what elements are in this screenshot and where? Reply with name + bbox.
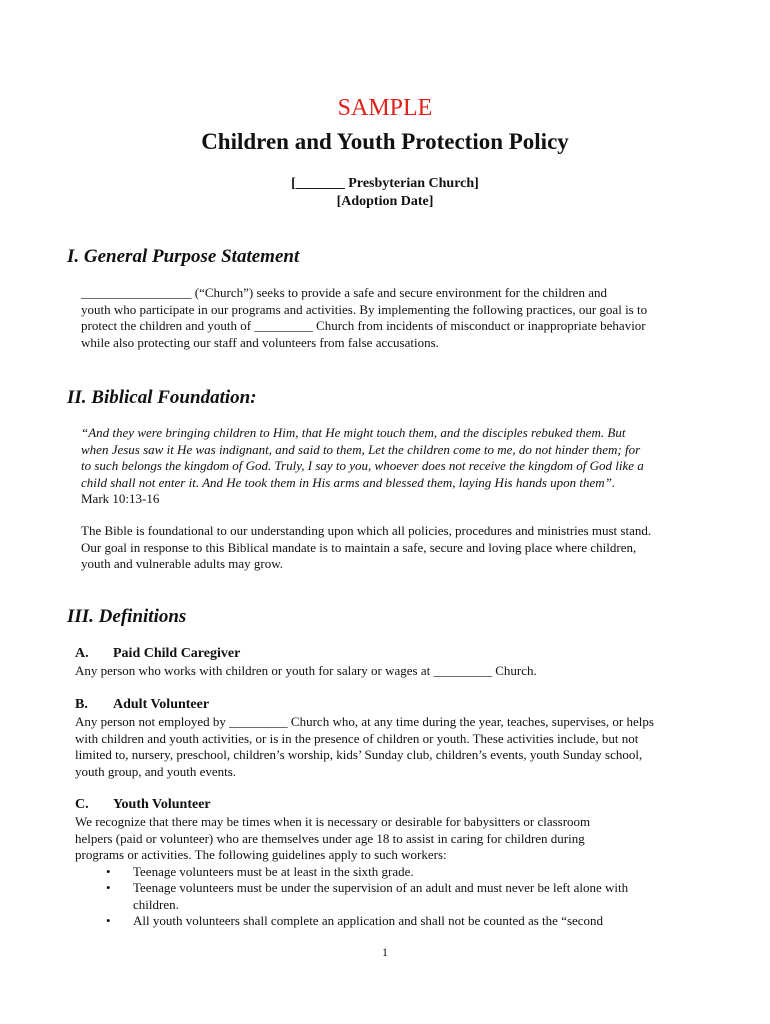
bullet-item xyxy=(133,864,693,881)
definition-title: Paid Child Caregiver xyxy=(113,646,241,661)
definition-title: Adult Volunteer xyxy=(113,697,210,712)
section-heading-general-purpose: I. General Purpose Statement xyxy=(67,246,300,267)
paragraph-line: We recognize that there may be times when it is necessary or desirable for babysitters or classroom xyxy=(75,814,591,829)
definition-letter: C. xyxy=(75,797,89,812)
definition-a-heading xyxy=(75,646,240,662)
general-purpose-paragraph xyxy=(81,285,691,351)
quote-line: child shall not enter it. And He took them in His arms and blessed them, laying His hands upon them”. xyxy=(81,474,616,490)
section-heading-definitions: III. Definitions xyxy=(67,606,187,627)
bullet-item xyxy=(133,913,693,930)
bullet-marker xyxy=(106,864,132,881)
definition-letter: B. xyxy=(75,697,88,712)
bullet-marker xyxy=(106,880,132,897)
definition-b-heading xyxy=(75,697,209,713)
quote-line: when Jesus saw it He was indignant, and said to them, Let the children come to me, do not hinder them; for xyxy=(81,441,641,457)
bullet-dot-icon: • xyxy=(106,864,111,879)
page-number: 1 xyxy=(382,945,388,959)
paragraph-line: helpers (paid or volunteer) who are themselves under age 18 to assist in caring for children during xyxy=(75,830,585,846)
paragraph-line: youth group, and youth events. xyxy=(75,763,237,779)
scripture-reference: Mark 10:13-16 xyxy=(81,491,160,506)
definition-title: Youth Volunteer xyxy=(113,797,211,812)
definition-c-text xyxy=(75,814,695,864)
paragraph-line: limited to, nursery, preschool, children’s worship, kids’ Sunday club, children’s events, youth Sunday school, xyxy=(75,747,643,762)
definition-letter: A. xyxy=(75,646,89,661)
paragraph-line: programs or activities. The following guidelines apply to such workers: xyxy=(75,847,447,862)
bullet-marker xyxy=(106,913,132,930)
paragraph-line: The Bible is foundational to our understanding upon which all policies, procedures and ministries must stand. xyxy=(81,523,652,538)
bullet-dot-icon: • xyxy=(106,880,111,895)
paragraph-line: Any person who works with children or youth for salary or wages at _________ Church. xyxy=(75,663,537,678)
quote-line: to such belongs the kingdom of God. Truly, I say to you, whoever does not receive the kingdom of God like a xyxy=(81,458,644,473)
bullet-line: Teenage volunteers must be at least in the sixth grade. xyxy=(133,864,414,879)
biblical-foundation-paragraph xyxy=(81,523,691,573)
paragraph-line: protect the children and youth of _________ Church from incidents of misconduct or inappropriate behavior xyxy=(81,318,646,333)
definition-c-heading xyxy=(75,797,211,813)
scripture-quote xyxy=(81,425,691,491)
quote-line: “And they were bringing children to Him, that He might touch them, and the disciples rebuked them. But xyxy=(81,425,626,440)
bullet-line: children. xyxy=(133,896,179,912)
bullet-item xyxy=(133,880,693,913)
paragraph-line: youth and vulnerable adults may grow. xyxy=(81,556,284,571)
paragraph-line: Our goal in response to this Biblical mandate is to maintain a safe, secure and loving place where children, xyxy=(81,539,637,555)
paragraph-line: Any person not employed by _________ Church who, at any time during the year, teaches, supervises, or helps xyxy=(75,714,654,729)
definition-a-text xyxy=(75,663,695,680)
adoption-date: [Adoption Date] xyxy=(336,194,434,209)
church-name: [_______ Presbyterian Church] xyxy=(291,176,479,191)
document-title: Children and Youth Protection Policy xyxy=(201,129,569,154)
sample-label: SAMPLE xyxy=(337,95,433,121)
definition-b-text xyxy=(75,714,695,780)
paragraph-line: with children and youth activities, or is in the presence of children or youth. These activities include, but not xyxy=(75,730,639,746)
bullet-dot-icon: • xyxy=(106,913,111,928)
paragraph-line: youth who participate in our programs and activities. By implementing the following practices, our goal is to xyxy=(81,301,648,317)
section-heading-biblical-foundation: II. Biblical Foundation: xyxy=(67,387,257,408)
paragraph-line: _________________ (“Church”) seeks to provide a safe and secure environment for the children and xyxy=(81,285,607,300)
bullet-line: All youth volunteers shall complete an application and shall not be counted as the “second xyxy=(133,913,604,928)
paragraph-line: while also protecting our staff and volunteers from false accusations. xyxy=(81,334,439,350)
bullet-line: Teenage volunteers must be under the supervision of an adult and must never be left alone with xyxy=(133,880,629,895)
